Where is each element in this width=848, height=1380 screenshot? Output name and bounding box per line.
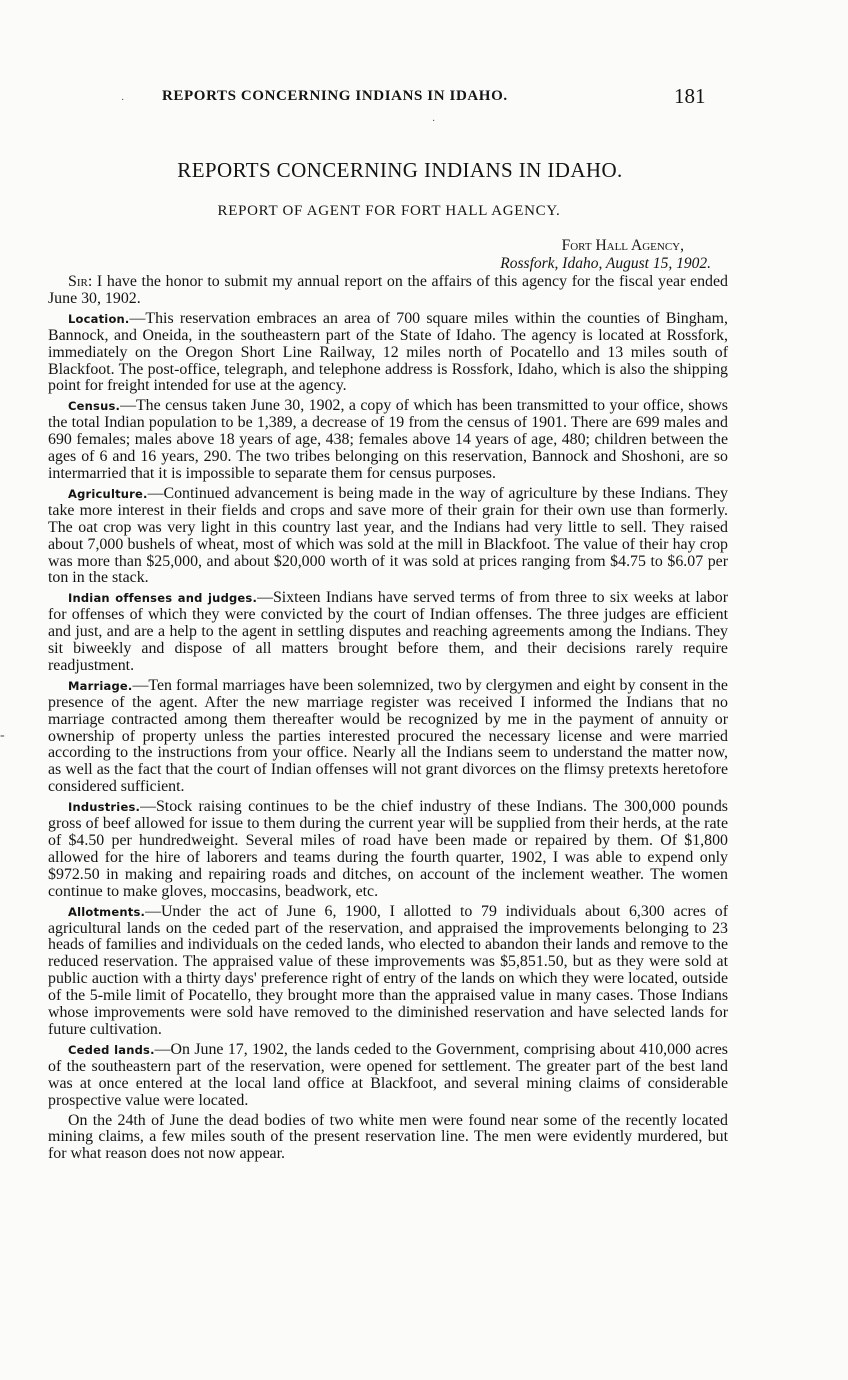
paragraph-text: —This reservation embraces an area of 700 square miles within the counties of Bingham, Bannock, and Oneida, in the southeastern part of the State of Idaho. The agency is located at Rossfork, immediately on the Oregon Short Line Railway, 12 miles north of Pocatello and 13 miles south of Blackfoot. The post-office, telegraph, and telephone address is Rossfork, Idaho, which is also the shipping point for freight intended for use at the agency. <box>48 309 728 395</box>
section-heading: Industries. <box>68 800 141 815</box>
paragraph-location <box>48 311 728 396</box>
running-head-title: REPORTS CONCERNING INDIANS IN IDAHO. <box>162 88 508 104</box>
paragraph-text: —Stock raising continues to be the chief industry of these Indians. The 300,000 pounds gross of beef allowed for issue to them during the current year will be supplied from their herds, at the rate of $4.50 per hundredweight. Several miles of road have been made or repaired by them. Of $1,800 allowed for the hire of laborers and teams during the fourth quarter, 1902, I was able to expend only $972.50 in making and repairing roads and ditches, on account of the inclement weather. The women continue to make gloves, moccasins, beadwork, etc. <box>48 798 728 900</box>
paragraph-closing <box>48 1113 728 1164</box>
running-head <box>0 84 848 114</box>
report-subtitle: REPORT OF AGENT FOR FORT HALL AGENCY. <box>217 203 561 219</box>
dateline <box>500 237 711 273</box>
paragraph-text: On the 24th of June the dead bodies of two white men were found near some of the recently located mining claims, a few miles south of the present reservation line. The men were evidently murdered, but for what reason does not now appear. <box>48 1111 728 1163</box>
dateline-agency: Fort Hall Agency, <box>561 237 684 254</box>
paragraph-census <box>48 398 728 483</box>
paragraph-industries <box>48 799 728 900</box>
section-heading: Agriculture. <box>68 486 148 501</box>
section-heading: Indian offenses and judges. <box>68 591 258 606</box>
print-speck: · <box>432 116 436 127</box>
salutation: Sir: <box>68 273 93 290</box>
section-heading: Allotments. <box>68 904 146 919</box>
paragraph-ceded-lands <box>48 1042 728 1110</box>
paragraph-marriage <box>48 678 728 796</box>
page-number: 181 <box>674 84 706 108</box>
dateline-place-date: Rossfork, Idaho, August 15, 1902. <box>500 255 711 272</box>
paragraph-text: —Continued advancement is being made in the way of agriculture by these Indians. They take more interest in their fields and crops and save more of their grain for their own use than formerly. The oat crop was very light in this country last year, and the Indians had very little to sell. They raised about 7,000 bushels of wheat, most of which was sold at the mill in Blackfoot. The value of their hay crop was more than $25,000, and about $20,000 worth of it was sold at prices ranging from $4.75 to $6.07 per ton in the stack. <box>48 484 728 587</box>
margin-tick: - <box>0 728 5 743</box>
paragraph-text: —Sixteen Indians have served terms of from three to six weeks at labor for offenses of which they were convicted by the court of Indian offenses. The three judges are efficient and just, and are a help to the agent in settling disputes and reaching agreements among the Indians. They sit biweekly and dispose of all matters brought before them, and their decisions rarely require readjustment. <box>48 589 728 674</box>
section-heading: Census. <box>68 399 121 414</box>
paragraph-text: —Ten formal marriages have been solemnized, two by clergymen and eight by consent in the presence of the agent. After the new marriage register was received I informed the Indians that no marriage contracted among them thereafter would be recognized by me in the payment of annuity or ownership of property unless the parties interested procured the necessary license and were married according to the instructions from your office. Nearly all the Indians seem to understand the matter now, as well as the fact that the court of Indian offenses will not grant divorces on the flimsy pretexts heretofore considered sufficient. <box>48 676 728 796</box>
paragraph-text: —On June 17, 1902, the lands ceded to the Government, comprising about 410,000 acres of the southeastern part of the reservation, were opened for settlement. The greater part of the best land was at once entered at the local land office at Blackfoot, and several mining claims of considerable prospective value were located. <box>48 1040 728 1109</box>
paragraph-allotments <box>48 904 728 1039</box>
paragraph-text: —Under the act of June 6, 1900, I allotted to 79 individuals about 6,300 acres of agricultural lands on the ceded part of the reservation, and appraised the improvements belonging to 23 heads of families and individuals on the ceded lands, who elected to abandon their lands and remove to the reduced reservation. The appraised value of these improvements was $5,851.50, but as they were sold at public auction with a thirty days' preference right of entry of the lands on which they were located, outside of the 5-mile limit of Pocatello, they brought more than the appraised value in many cases. Those Indians whose improvements were sold have removed to the diminished reservation and have selected lands for future cultivation. <box>48 902 728 1038</box>
report-body <box>48 274 728 1166</box>
paragraph-salutation <box>48 274 728 308</box>
print-speck: · <box>121 95 125 106</box>
document-title: REPORTS CONCERNING INDIANS IN IDAHO. <box>177 158 623 182</box>
paragraph-indian-offenses <box>48 590 728 675</box>
section-heading: Ceded lands. <box>68 1042 155 1057</box>
section-heading: Marriage. <box>68 678 133 693</box>
paragraph-agriculture <box>48 486 728 587</box>
paragraph-text: —The census taken June 30, 1902, a copy of which has been transmitted to your office, shows the total Indian population to be 1,389, a decrease of 19 from the census of 1901. There are 699 males and 690 females; males above 18 years of age, 438; females above 14 years of age, 480; children between the ages of 6 and 16 years, 290. The two tribes belonging on this reservation, Bannock and Shoshoni, are so intermarried that it is impossible to separate them for census purposes. <box>48 397 728 482</box>
paragraph-text: I have the honor to submit my annual report on the affairs of this agency for the fiscal year ended June 30, 1902. <box>48 273 728 307</box>
section-heading: Location. <box>68 311 130 326</box>
